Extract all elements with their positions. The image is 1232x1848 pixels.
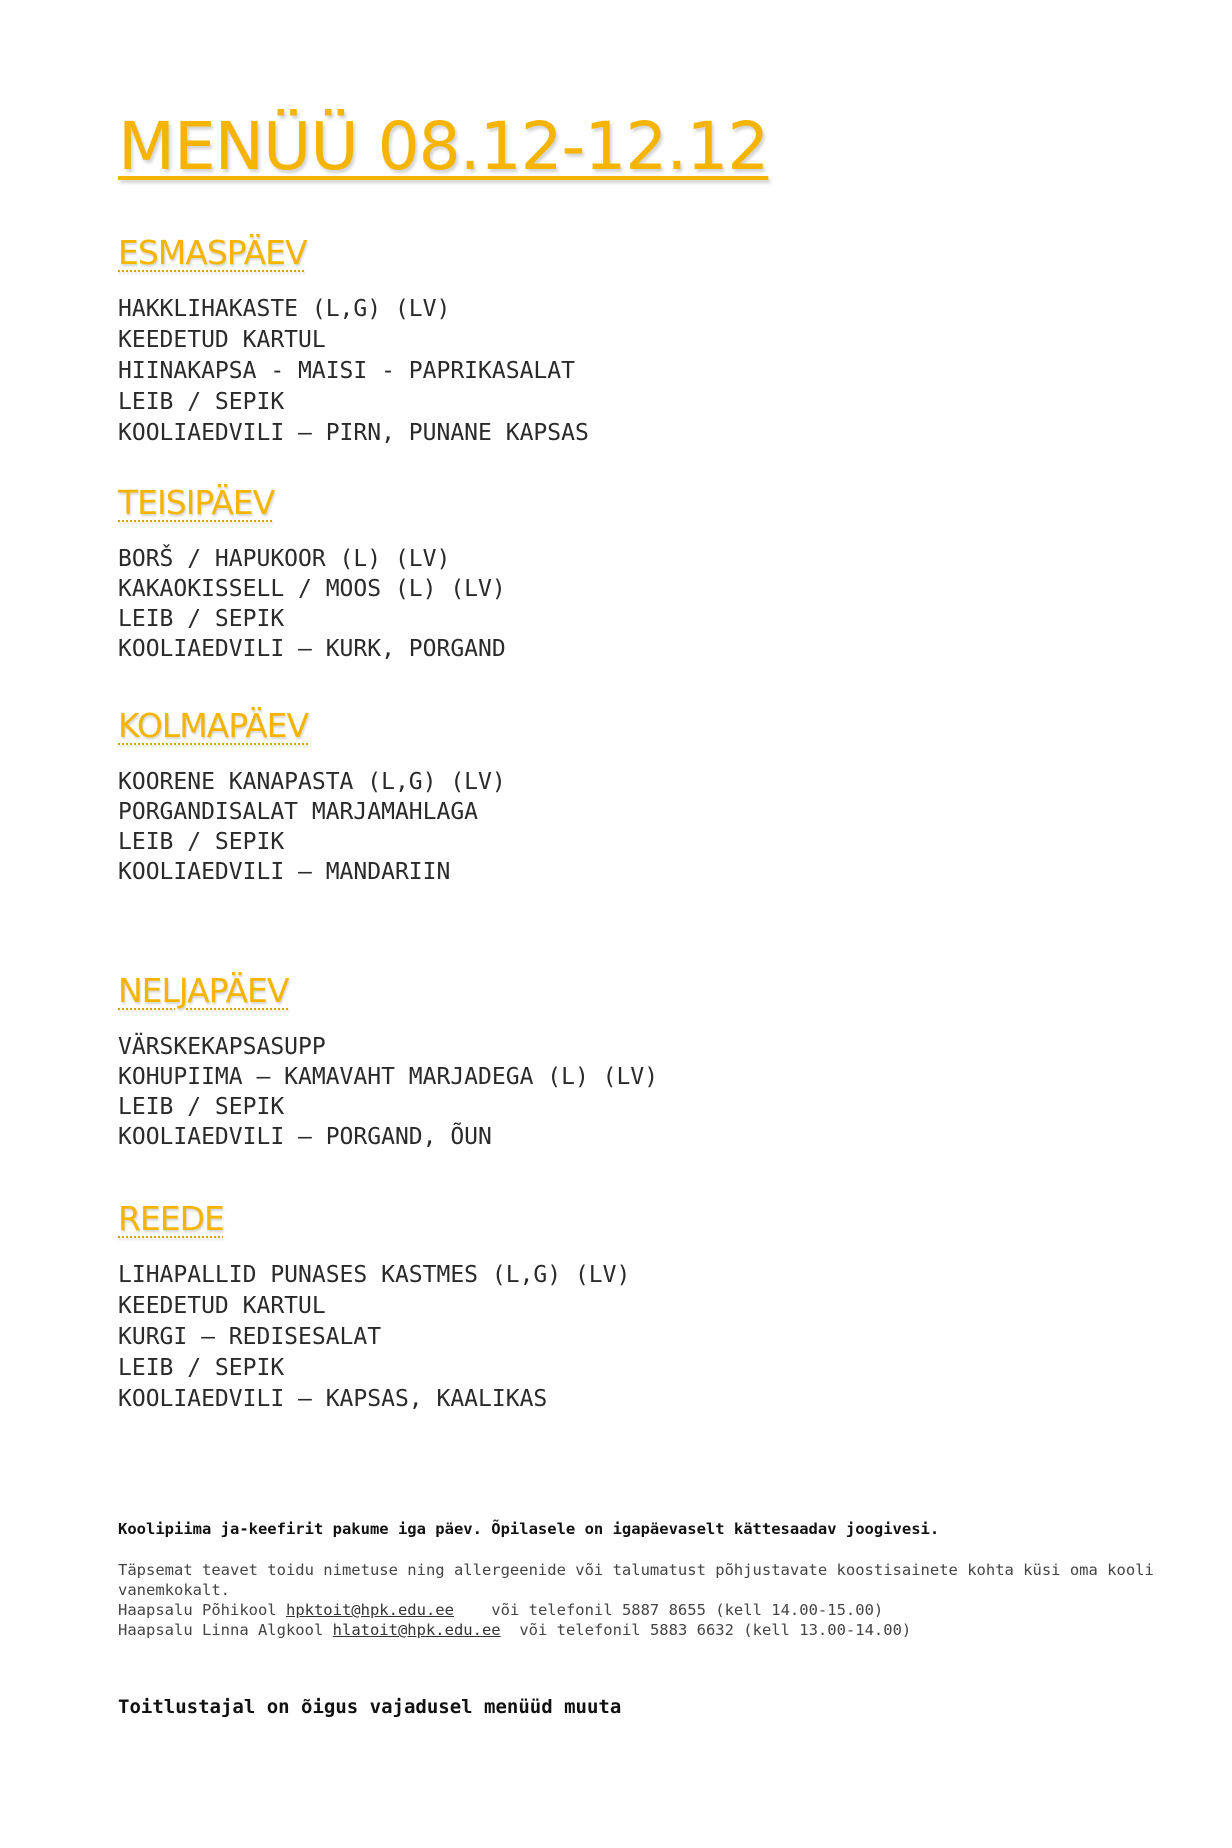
day-section-thursday: [118, 970, 1118, 1152]
day-heading-friday: REEDE: [118, 1199, 224, 1238]
milk-note: Koolipiima ja-keefirit pakume iga päev. Õpilasele on igapäevaselt kättesaadav joogivesi.: [118, 1520, 940, 1538]
day-heading-tuesday: TEISIPÄEV: [118, 483, 275, 522]
menu-item: VÄRSKEKAPSASUPP: [118, 1034, 326, 1060]
notes-section: [118, 1520, 1208, 1640]
menu-item-list: [118, 544, 1118, 664]
contact-line-pohikool: [118, 1600, 1208, 1620]
menu-item: KEEDETUD KARTUL: [118, 1293, 326, 1319]
day-section-friday: [118, 1198, 1118, 1415]
menu-item: LIHAPALLID PUNASES KASTMES (L,G) (LV): [118, 1262, 631, 1288]
menu-item: BORŠ / HAPUKOOR (L) (LV): [118, 546, 451, 572]
menu-item: LEIB / SEPIK: [118, 389, 285, 415]
menu-item: KOOLIAEDVILI – MANDARIIN: [118, 859, 451, 885]
day-heading-wednesday: KOLMAPÄEV: [118, 706, 309, 745]
menu-item: LEIB / SEPIK: [118, 606, 285, 632]
email-link-hlatoit[interactable]: hlatoit@hpk.edu.ee: [332, 1621, 501, 1639]
school-name: Haapsalu Põhikool: [118, 1601, 277, 1619]
menu-item: KOOLIAEDVILI – KAPSAS, KAALIKAS: [118, 1386, 548, 1412]
menu-item: LEIB / SEPIK: [118, 1094, 285, 1120]
menu-item: LEIB / SEPIK: [118, 829, 285, 855]
day-heading-thursday: NELJAPÄEV: [118, 971, 289, 1010]
menu-item-list: [118, 1032, 1118, 1152]
school-name: Haapsalu Linna Algkool: [118, 1621, 324, 1639]
contact-line-algkool: [118, 1620, 1208, 1640]
allergen-info-block: [118, 1560, 1208, 1640]
menu-item: HIINAKAPSA - MAISI - PAPRIKASALAT: [118, 358, 575, 384]
allergen-info-text: Täpsemat teavet toidu nimetuse ning allergeenide või talumatust põhjustavate koostisainete kohta küsi oma kooli vanemkokalt.: [118, 1561, 1154, 1599]
menu-item-list: [118, 767, 1118, 887]
menu-page: [118, 0, 1198, 1848]
menu-item: KOHUPIIMA – KAMAVAHT MARJADEGA (L) (LV): [118, 1064, 659, 1090]
menu-item: KEEDETUD KARTUL: [118, 327, 326, 353]
menu-item: KOOLIAEDVILI – PIRN, PUNANE KAPSAS: [118, 420, 589, 446]
menu-item: KURGI – REDISESALAT: [118, 1324, 382, 1350]
menu-item: KOOLIAEDVILI – PORGAND, ÕUN: [118, 1124, 492, 1150]
day-heading-monday: ESMASPÄEV: [118, 233, 307, 272]
final-note: Toitlustajal on õigus vajadusel menüüd muuta: [118, 1696, 622, 1718]
menu-item: KOOLIAEDVILI – KURK, PORGAND: [118, 636, 506, 662]
phone-text: või telefonil 5883 6632 (kell 13.00-14.00): [519, 1621, 912, 1639]
menu-item-list: [118, 294, 1118, 449]
menu-item: HAKKLIHAKASTE (L,G) (LV): [118, 296, 451, 322]
menu-item-list: [118, 1260, 1118, 1415]
phone-text: või telefonil 5887 8655 (kell 14.00-15.00): [491, 1601, 884, 1619]
email-link-hpktoit[interactable]: hpktoit@hpk.edu.ee: [285, 1601, 454, 1619]
day-section-monday: [118, 232, 1118, 449]
menu-item: KOORENE KANAPASTA (L,G) (LV): [118, 769, 506, 795]
day-section-tuesday: [118, 482, 1118, 664]
menu-title: MENÜÜ 08.12-12.12: [118, 108, 769, 185]
menu-item: KAKAOKISSELL / MOOS (L) (LV): [118, 576, 506, 602]
day-section-wednesday: [118, 705, 1118, 887]
menu-item: LEIB / SEPIK: [118, 1355, 285, 1381]
menu-item: PORGANDISALAT MARJAMAHLAGA: [118, 799, 479, 825]
